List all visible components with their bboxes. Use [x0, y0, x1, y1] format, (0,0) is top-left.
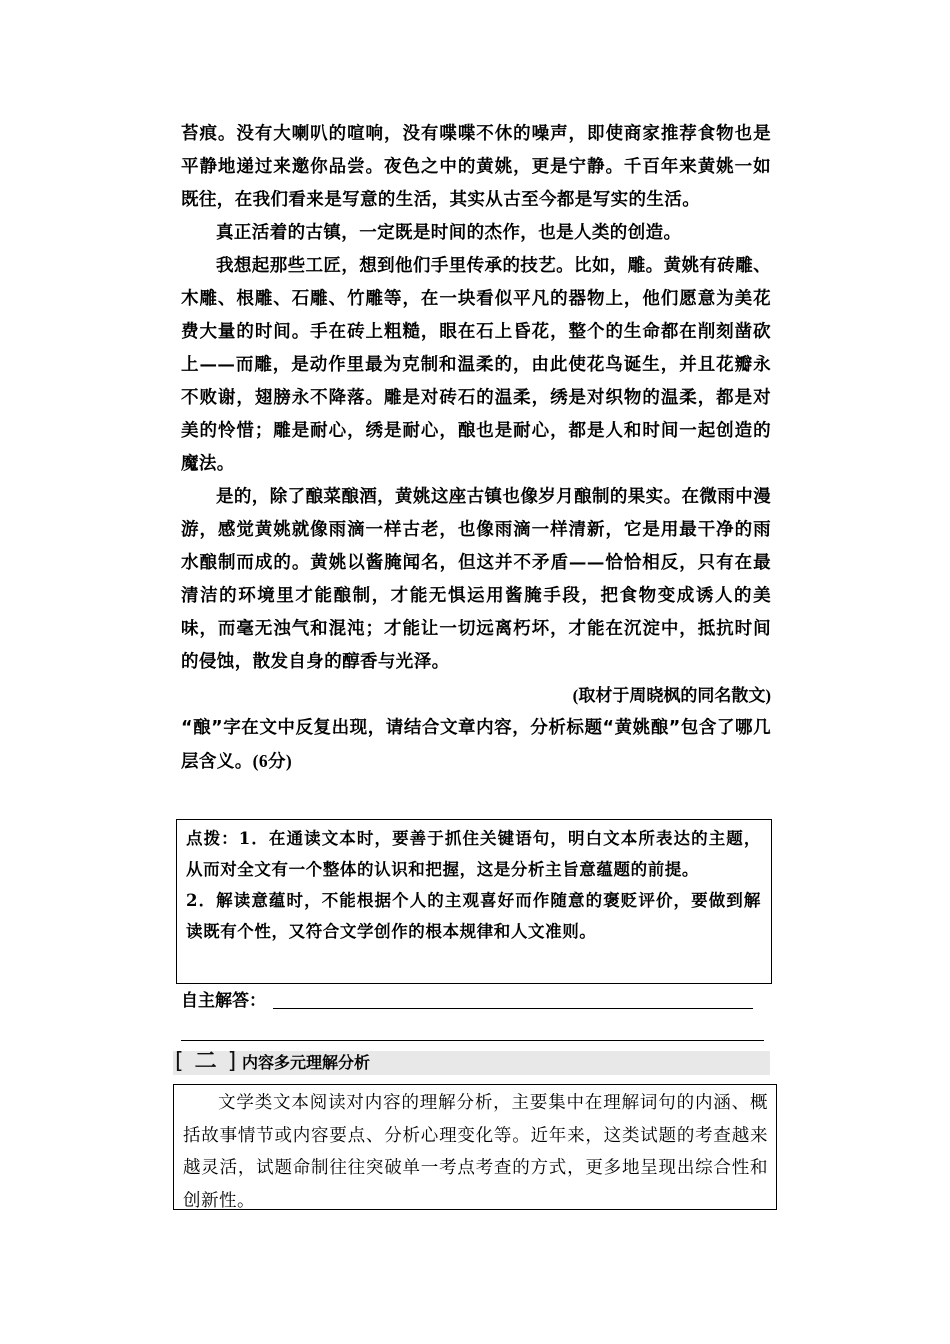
essay-source: (取材于周晓枫的同名散文): [572, 686, 771, 705]
answer-blank-line[interactable]: [273, 1008, 753, 1009]
intro-box: [173, 1084, 777, 1210]
answer-blank-line[interactable]: [181, 1040, 764, 1041]
essay-paragraph: 真正活着的古镇，一定既是时间的杰作，也是人类的创造。: [216, 223, 682, 243]
essay-excerpt: [181, 118, 771, 779]
bracket-open: [: [175, 1049, 186, 1074]
question-score: (6分): [252, 751, 293, 771]
section-header: [173, 1051, 770, 1075]
section-number: [175, 1047, 238, 1077]
hint-box: [176, 819, 772, 984]
section-numeral: 二: [194, 1049, 219, 1074]
essay-paragraph: 我想起那些工匠，想到他们手里传承的技艺。比如，雕。黄姚有砖雕、木雕、根雕、石雕、竹雕等，在一块看似平凡的器物上，他们愿意为美花费大量的时间。手在砖上粗糙，眼在石上昏花，整个的生命都在削刻凿砍上——而雕，是动作里最为克制和温柔的，由此使花鸟诞生，并且花瓣永不败谢，翅膀永不降落。雕是对砖石的温柔，绣是对织物的温柔，都是对美的怜惜；雕是耐心，绣是耐心，酿也是耐心，都是人和时间一起创造的魔法。: [181, 256, 771, 474]
hint-point-1: 点拨：1．在通读文本时，要善于抓住关键语句，明白文本所表达的主题，从而对全文有一个整体的认识和把握，这是分析主旨意蕴题的前提。: [186, 829, 761, 879]
hint-point-2: 2．解读意蕴时，不能根据个人的主观喜好而作随意的褒贬评价，要做到解读既有个性，又符合文学创作的根本规律和人文准则。: [186, 891, 761, 941]
section-title: 内容多元理解分析: [242, 1053, 371, 1072]
essay-paragraph: 是的，除了酿菜酿酒，黄姚这座古镇也像岁月酿制的果实。在微雨中漫游，感觉黄姚就像雨滴一样古老，也像雨滴一样清新，它是用最干净的雨水酿制而成的。黄姚以酱腌闻名，但这并不矛盾——恰恰相反，只有在最清洁的环境里才能酿制，才能无惧运用酱腌手段，把食物变成诱人的美味，而毫无浊气和混沌；才能让一切远离朽坏，才能在沉淀中，抵抗时间的侵蚀，散发自身的醇香与光泽。: [181, 487, 771, 672]
intro-text: 文学类文本阅读对内容的理解分析，主要集中在理解词句的内涵、概括故事情节或内容要点、分析心理变化等。近年来，这类试题的考查越来越灵活，试题命制往往突破单一考点考查的方式，更多地呈现出综合性和创新性。: [183, 1093, 768, 1211]
bracket-close: ]: [227, 1049, 239, 1074]
answer-label: 自主解答：: [181, 991, 266, 1011]
answer-area: [181, 988, 761, 1014]
question-text: [181, 712, 771, 779]
question-body: “酿”字在文中反复出现，请结合文章内容，分析标题“黄姚酿”包含了哪几层含义。: [181, 718, 771, 772]
essay-paragraph: 苔痕。没有大喇叭的喧响，没有喋喋不休的噪声，即使商家推荐食物也是平静地递过来邀你品尝。夜色之中的黄姚，更是宁静。千百年来黄姚一如既往，在我们看来是写意的生活，其实从古至今都是写实的生活。: [181, 124, 771, 210]
